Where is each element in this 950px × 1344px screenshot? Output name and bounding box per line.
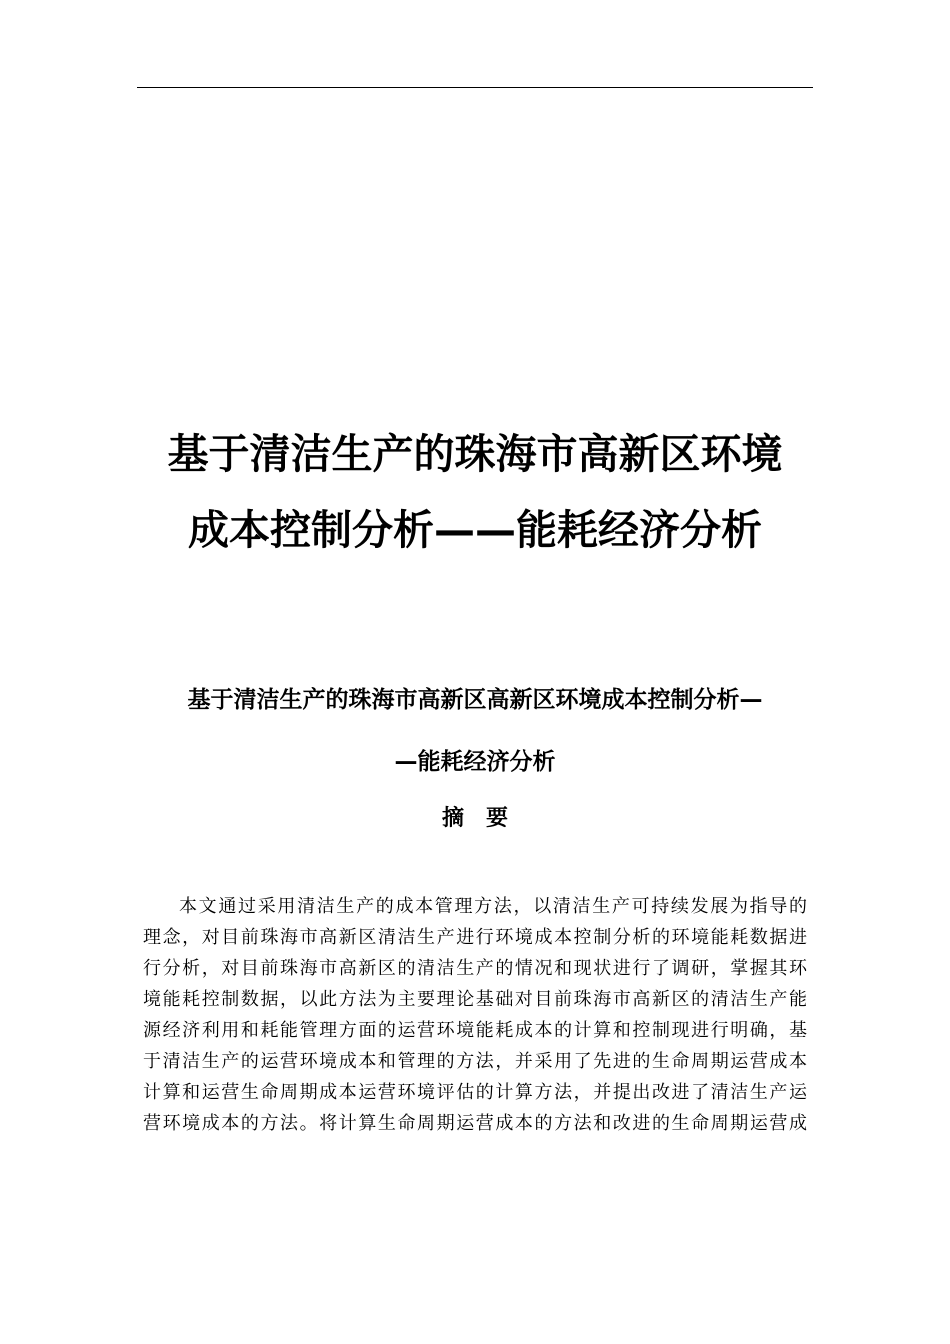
abstract-line: 境能耗控制数据，以此方法为主要理论基础对目前珠海市高新区的清洁生产能 bbox=[143, 989, 807, 1010]
abstract-line: 理念，对目前珠海市高新区清洁生产进行环境成本控制分析的环境能耗数据进 bbox=[143, 927, 807, 948]
subtitle-line-1: 基于清洁生产的珠海市高新区高新区环境成本控制分析— bbox=[187, 687, 763, 713]
abstract-line: 于清洁生产的运营环境成本和管理的方法，并采用了先进的生命周期运营成本 bbox=[143, 1051, 807, 1072]
main-title-line-1: 基于清洁生产的珠海市高新区环境 bbox=[167, 430, 783, 478]
abstract-heading: 摘要 bbox=[441, 806, 530, 831]
header-rule bbox=[137, 87, 813, 88]
abstract-line: 计算和运营生命周期成本运营环境评估的计算方法，并提出改进了清洁生产运 bbox=[143, 1082, 807, 1103]
abstract-line: 源经济利用和耗能管理方面的运营环境能耗成本的计算和控制现进行明确，基 bbox=[143, 1020, 807, 1041]
subtitle-line-2: —能耗经济分析 bbox=[394, 749, 556, 775]
abstract-line: 本文通过采用清洁生产的成本管理方法，以清洁生产可持续发展为指导的 bbox=[179, 896, 807, 917]
abstract-line: 营环境成本的方法。将计算生命周期运营成本的方法和改进的生命周期运营成 bbox=[143, 1113, 807, 1134]
abstract-body bbox=[143, 896, 807, 1144]
main-title-line-2: 成本控制分析——能耗经济分析 bbox=[188, 506, 762, 554]
abstract-line: 行分析，对目前珠海市高新区的清洁生产的情况和现状进行了调研，掌握其环 bbox=[143, 958, 807, 979]
